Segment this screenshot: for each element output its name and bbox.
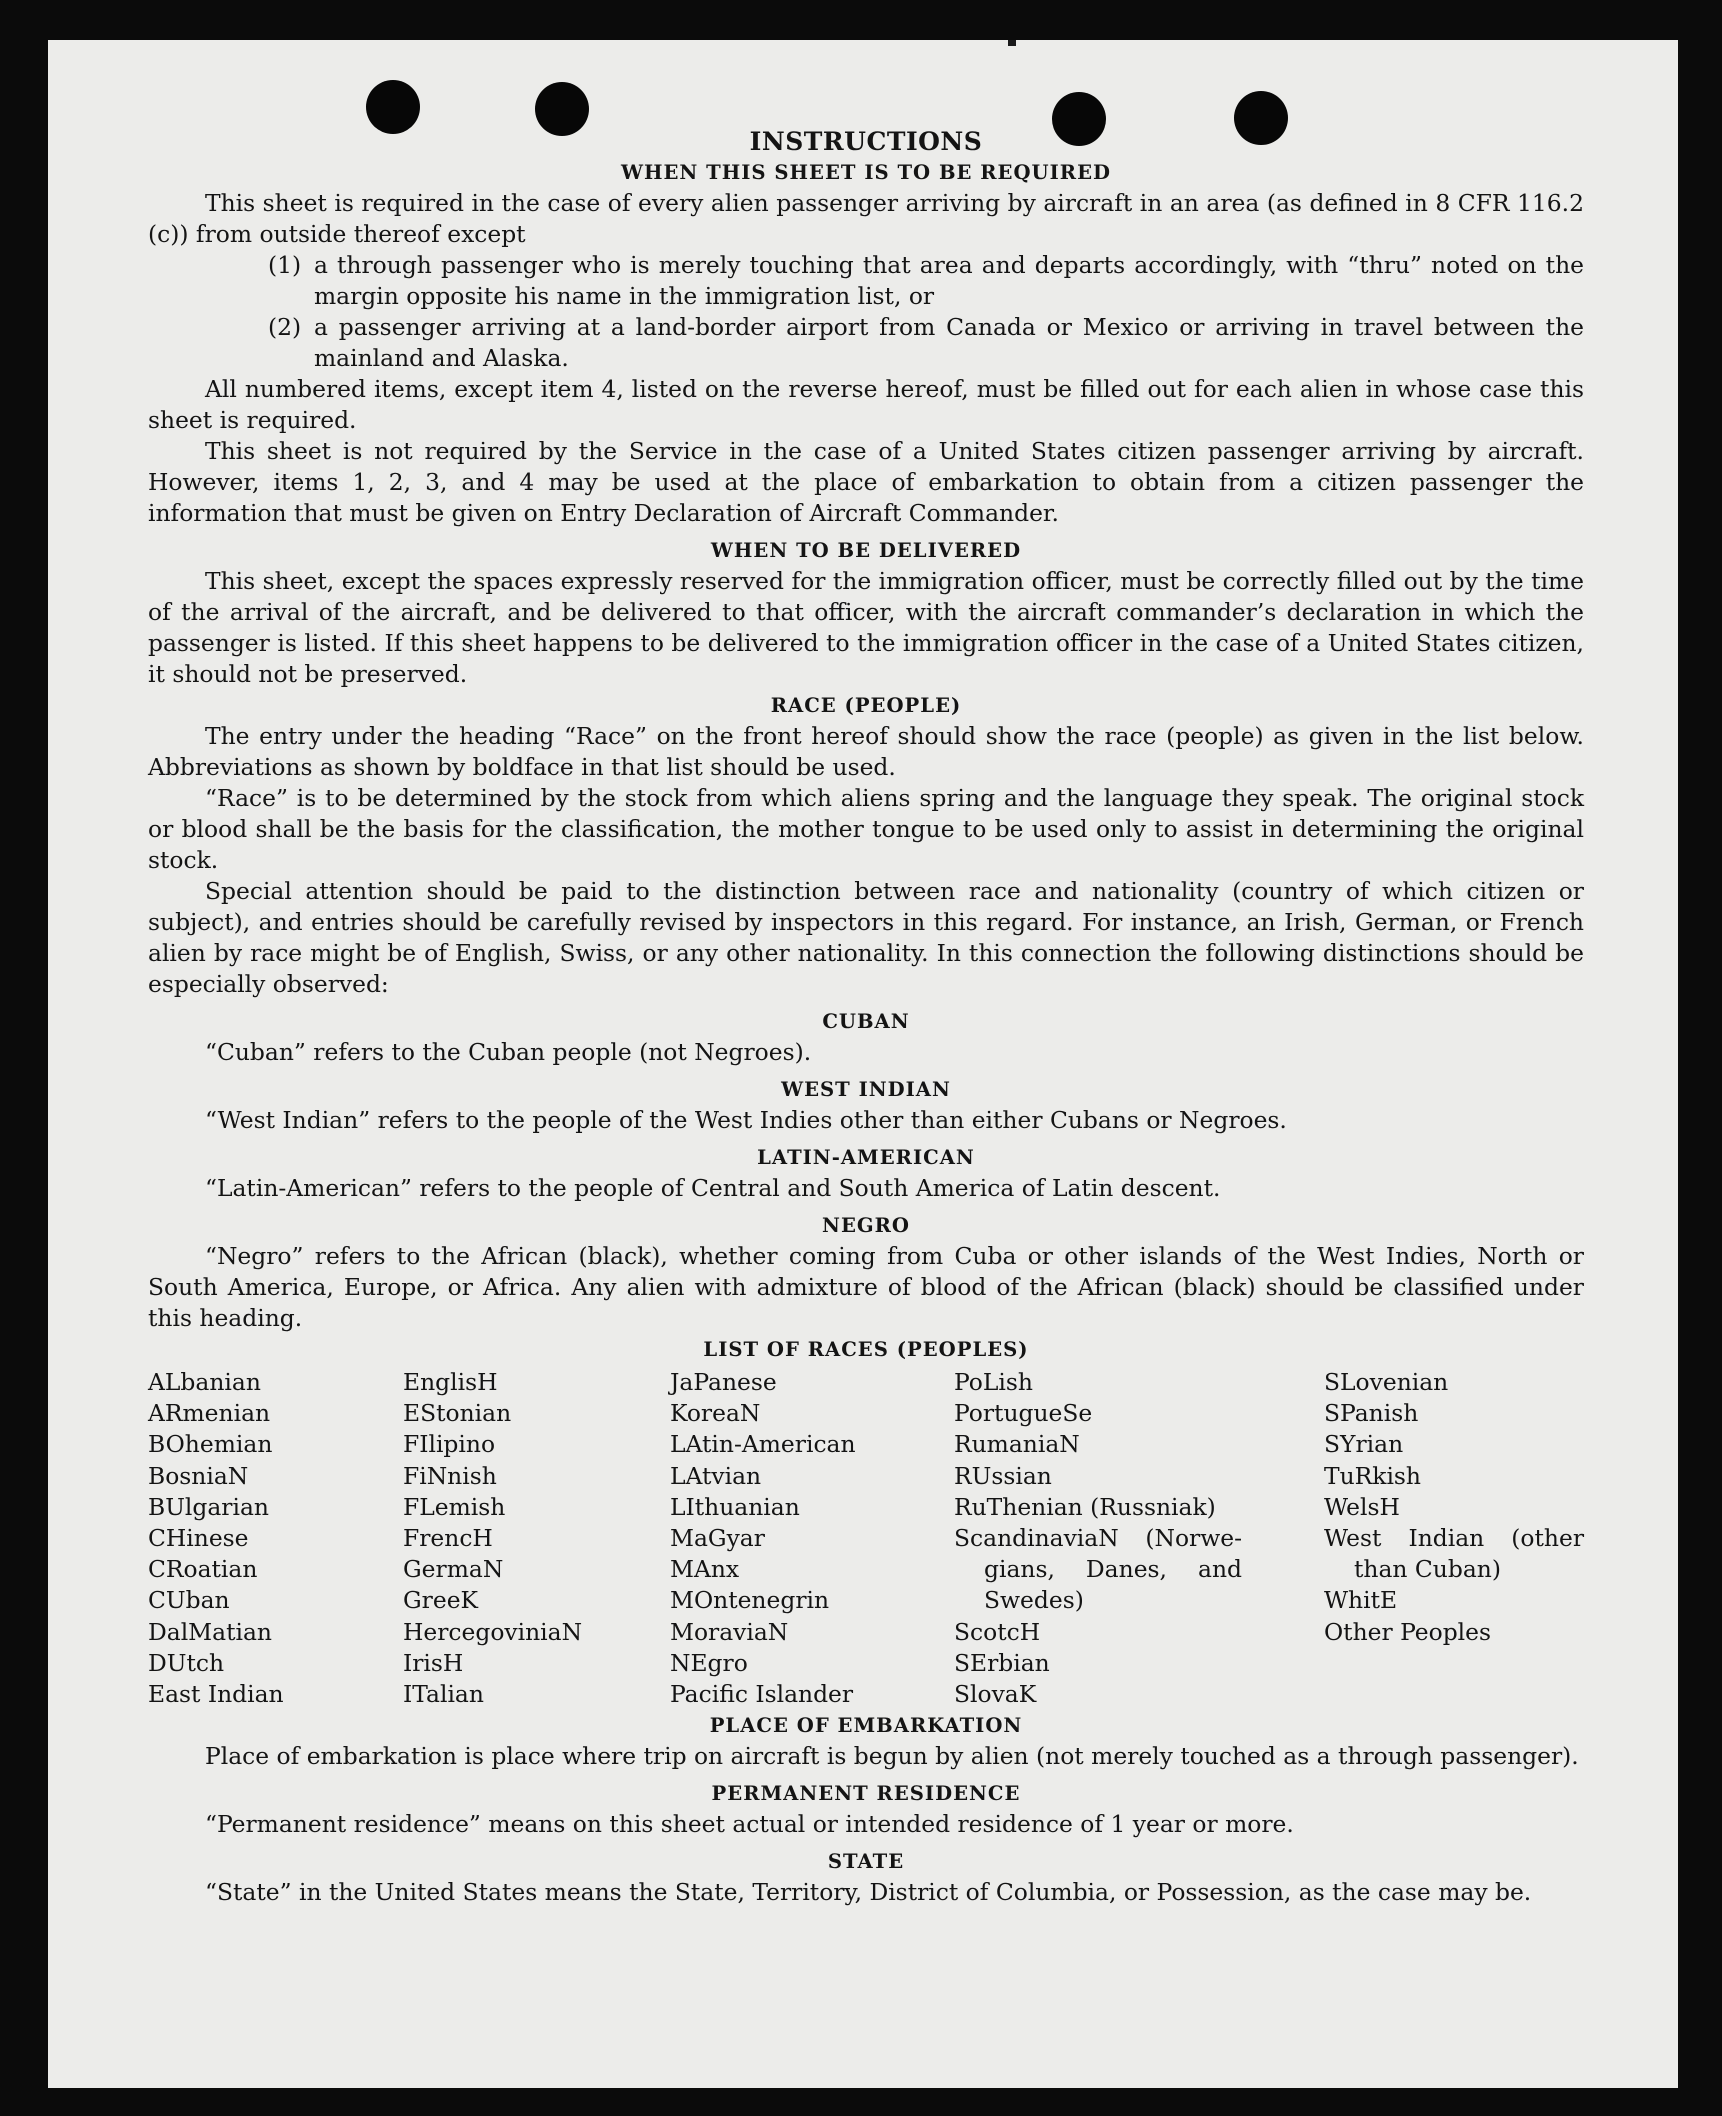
document-page — [48, 40, 1678, 2088]
race-item: PoLish — [954, 1368, 1033, 1396]
race-item: East Indian — [148, 1680, 284, 1709]
paragraph: All numbered items, except item 4, listed on the reverse hereof, must be filled out for each alien in whose case this sheet is required. — [148, 375, 1584, 434]
race-item: LAtvian — [670, 1461, 762, 1490]
race-item: SErbian — [954, 1648, 1050, 1677]
race-item: SPanish — [1324, 1399, 1419, 1428]
paragraph: “Negro” refers to the African (black), whether coming from Cuba or other islands of the West Indies, North or South America, Europe, or Africa. Any alien with admixture of blood of the African (black) should be classified under this heading. — [148, 1242, 1584, 1332]
race-item: LAtin-American — [670, 1430, 856, 1459]
race-item: CHinese — [148, 1524, 249, 1553]
heading-state: STATE — [827, 1850, 905, 1874]
race-item: MOntenegrin — [670, 1586, 830, 1615]
paragraph: This sheet is required in the case of every alien passenger arriving by aircraft in an area (as defined in 8 CFR 116.2 (c)) from outside thereof except — [148, 189, 1584, 248]
race-item: KoreaN — [670, 1399, 761, 1428]
race-item: RUssian — [954, 1461, 1052, 1490]
race-item: RuThenian (Russniak) — [954, 1492, 1216, 1521]
heading-cuban: CUBAN — [822, 1010, 910, 1033]
race-item: BUlgarian — [148, 1492, 269, 1521]
paragraph: “State” in the United States means the State, Territory, District of Columbia, or Possession, as the case may be. — [205, 1878, 1532, 1907]
race-list — [148, 1367, 1584, 1710]
paragraph: This sheet is not required by the Service in the case of a United States citizen passenger arriving by aircraft. However, items 1, 2, 3, and 4 may be used at the place of embarkation to obtain from a citizen passenger the information that must be given on Entry Declaration of Aircraft Commander. — [148, 437, 1584, 527]
race-item: EnglisH — [403, 1368, 498, 1396]
race-item: WhitE — [1324, 1586, 1398, 1615]
race-item: ALbanian — [148, 1368, 261, 1396]
race-item-continued: gians, Danes, and — [984, 1555, 1242, 1584]
item-number: (2) — [268, 313, 302, 341]
race-item: DUtch — [148, 1648, 225, 1677]
race-item: HercegoviniaN — [403, 1617, 583, 1646]
race-item: MoraviaN — [670, 1617, 789, 1646]
race-item: WelsH — [1324, 1492, 1400, 1521]
race-item: RumaniaN — [954, 1430, 1080, 1459]
race-item: DalMatian — [148, 1617, 272, 1646]
paragraph: Place of embarkation is place where trip on aircraft is begun by alien (not merely touched as a through passenger). — [205, 1742, 1579, 1771]
race-item: CRoatian — [148, 1555, 258, 1584]
heading-negro: NEGRO — [822, 1214, 910, 1237]
race-item: PortugueSe — [954, 1399, 1093, 1428]
instructions-content — [148, 126, 1584, 1908]
race-item: NEgro — [670, 1648, 748, 1677]
race-item: MAnx — [670, 1555, 740, 1584]
race-item: SYrian — [1324, 1430, 1404, 1459]
heading-when-delivered: WHEN TO BE DELIVERED — [710, 539, 1022, 562]
heading-list-of-races: LIST OF RACES (PEOPLES) — [703, 1338, 1029, 1361]
list-item — [148, 312, 1584, 374]
race-item: BosniaN — [148, 1461, 249, 1490]
race-column — [403, 1367, 670, 1710]
list-item — [148, 250, 1584, 312]
heading-permanent-residence: PERMANENT RESIDENCE — [711, 1782, 1021, 1806]
race-column — [1324, 1367, 1584, 1710]
race-item: FIlipino — [403, 1430, 496, 1459]
race-item: ScotcH — [954, 1617, 1041, 1646]
race-column — [148, 1367, 403, 1710]
race-item: ITalian — [403, 1680, 484, 1709]
race-item: BOhemian — [148, 1430, 273, 1459]
race-column — [954, 1367, 1242, 1710]
race-item: West Indian (other — [1324, 1524, 1584, 1553]
heading-west-indian: WEST INDIAN — [781, 1078, 951, 1101]
paragraph: This sheet, except the spaces expressly reserved for the immigration officer, must be correctly filled out by the time of the arrival of the aircraft, and be delivered to that officer, with the aircraft commander’s declaration in which the passenger is listed. If this sheet happens to be delivered to the immigration officer in the case of a United States citizen, it should not be preserved. — [148, 567, 1584, 688]
page-title: INSTRUCTIONS — [749, 127, 983, 156]
paragraph: Special attention should be paid to the distinction between race and nationality (country of which citizen or subject), and entries should be carefully revised by inspectors in this regard. For instance, an Irish, German, or French alien by race might be of English, Swiss, or any other nationality. In this connection the following distinctions should be especially observed: — [148, 877, 1584, 998]
race-item: ScandinaviaN (Norwe- — [954, 1524, 1242, 1553]
race-item: FLemish — [403, 1492, 506, 1521]
race-item: EStonian — [403, 1399, 512, 1428]
heading-when-required: WHEN THIS SHEET IS TO BE REQUIRED — [620, 161, 1112, 184]
race-item: FrencH — [403, 1524, 493, 1553]
race-item: GermaN — [403, 1555, 504, 1584]
race-item: TuRkish — [1324, 1461, 1422, 1490]
item-text: a through passenger who is merely touching that area and departs accordingly, with “thru” noted on the margin opposite his name in the immigration list, or — [314, 251, 1584, 310]
race-item: MaGyar — [670, 1524, 765, 1553]
race-item: Pacific Islander — [670, 1680, 854, 1709]
race-item: CUban — [148, 1586, 230, 1615]
race-item: Other Peoples — [1324, 1617, 1492, 1646]
race-item: SlovaK — [954, 1680, 1037, 1709]
paragraph: “Cuban” refers to the Cuban people (not Negroes). — [205, 1038, 812, 1066]
paragraph: “West Indian” refers to the people of the West Indies other than either Cubans or Negroes. — [205, 1106, 1287, 1134]
heading-embarkation: PLACE OF EMBARKATION — [709, 1714, 1023, 1738]
race-item-continued: than Cuban) — [1354, 1555, 1501, 1584]
heading-race: RACE (PEOPLE) — [770, 694, 962, 717]
paragraph: “Latin-American” refers to the people of Central and South America of Latin descent. — [205, 1174, 1221, 1202]
race-item: LIthuanian — [670, 1492, 800, 1521]
heading-latin-american: LATIN-AMERICAN — [757, 1146, 975, 1169]
item-text: a passenger arriving at a land-border airport from Canada or Mexico or arriving in travel between the mainland and Alaska. — [314, 313, 1584, 372]
race-item: SLovenian — [1324, 1368, 1449, 1396]
paragraph: The entry under the heading “Race” on the front hereof should show the race (people) as given in the list below. Abbreviations as shown by boldface in that list should be used. — [148, 722, 1584, 781]
race-column — [670, 1367, 954, 1710]
race-item-continued: Swedes) — [984, 1586, 1084, 1615]
race-item: FiNnish — [403, 1461, 497, 1490]
race-item: JaPanese — [670, 1368, 777, 1396]
race-item: GreeK — [403, 1586, 479, 1615]
race-item: IrisH — [403, 1648, 464, 1677]
paragraph: “Race” is to be determined by the stock from which aliens spring and the language they speak. The original stock or blood shall be the basis for the classification, the mother tongue to be used only to assist in determining the original stock. — [148, 784, 1584, 874]
paragraph: “Permanent residence” means on this sheet actual or intended residence of 1 year or more. — [205, 1810, 1294, 1839]
race-item: ARmenian — [148, 1399, 271, 1428]
item-number: (1) — [268, 251, 302, 279]
